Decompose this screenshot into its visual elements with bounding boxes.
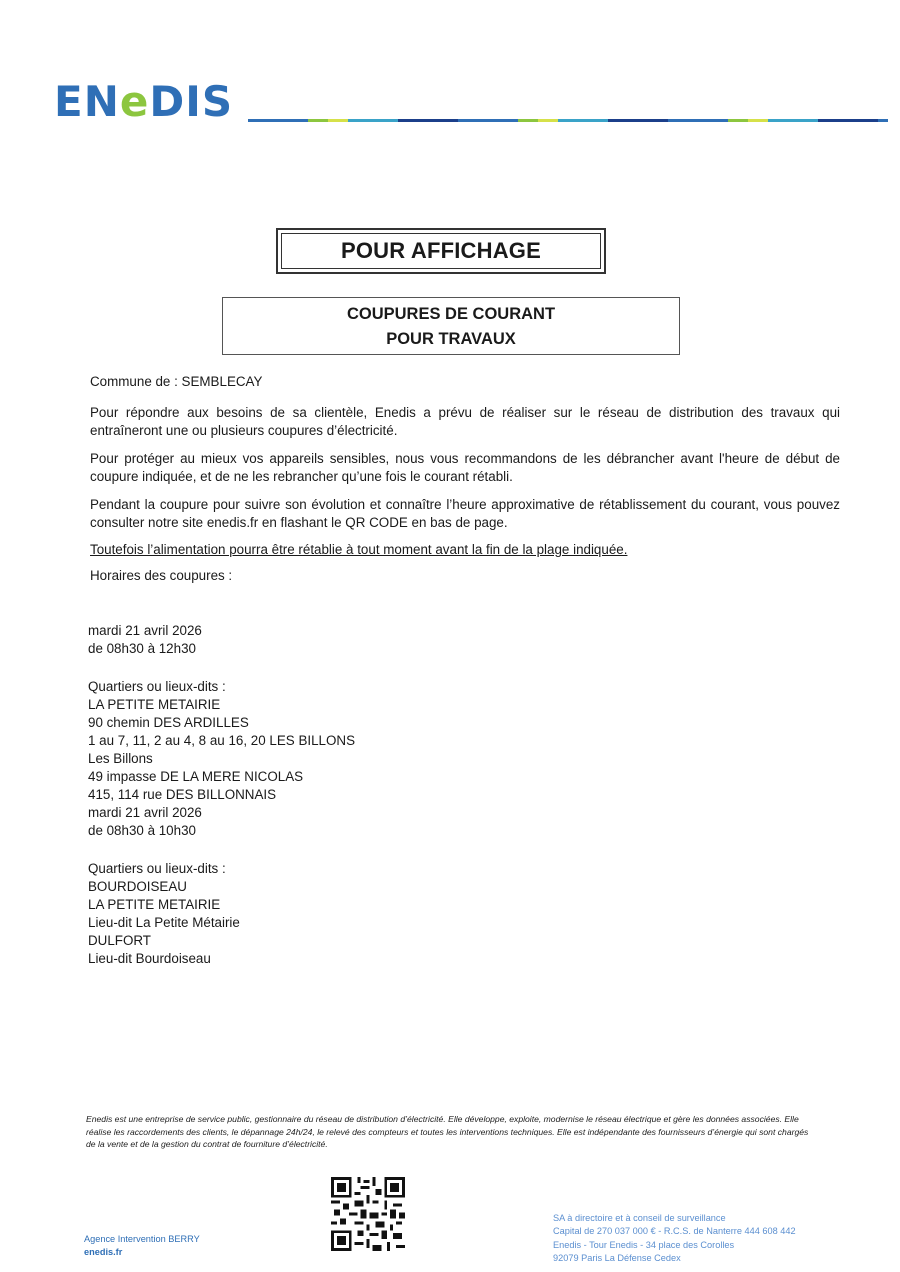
place-item: 90 chemin DES ARDILLES: [88, 715, 249, 730]
paragraph-protect: Pour protéger au mieux vos appareils sensibles, nous vous recommandons de les débrancher avant l'heure de début de coupure indiquée, et de ne les rebrancher qu’une fois le courant rétabli.: [90, 451, 840, 484]
notice-subtitle-line2: POUR TRAVAUX: [386, 330, 516, 348]
legal-info: [553, 1212, 796, 1265]
site-link[interactable]: enedis.fr: [84, 1246, 123, 1257]
paragraph-restore: Toutefois l’alimentation pourra être rétablie à tout moment avant la fin de la plage indiquée.: [90, 542, 628, 557]
paragraph-follow: Pendant la coupure pour suivre son évolution et connaître l’heure approximative de rétablissement du courant, vous pouvez consulter notre site enedis.fr en flashant le QR CODE en bas de page.: [90, 497, 840, 530]
notice-title-box: [276, 228, 606, 274]
header-divider: [248, 119, 888, 122]
place-item: DULFORT: [88, 933, 151, 948]
commune-line: Commune de : SEMBLECAY: [90, 374, 263, 389]
place-item: BOURDOISEAU: [88, 879, 187, 894]
place-item: LA PETITE METAIRIE: [88, 897, 221, 912]
place-item: Lieu-dit La Petite Métairie: [88, 915, 240, 930]
qr-code-icon[interactable]: [331, 1177, 405, 1251]
place-item: 415, 114 rue DES BILLONNAIS: [88, 787, 277, 802]
places-label: Quartiers ou lieux-dits :: [88, 679, 226, 694]
schedule-date: mardi 21 avril 2026: [88, 623, 202, 638]
schedule-block-1: [88, 622, 508, 968]
notice-subtitle-box: [222, 297, 680, 355]
place-item: Les Billons: [88, 751, 153, 766]
legal-line: SA à directoire et à conseil de surveillance: [553, 1213, 726, 1223]
legal-line: Enedis - Tour Enedis - 34 place des Corolles: [553, 1239, 735, 1250]
legal-line: Capital de 270 037 000 € - R.C.S. de Nanterre 444 608 442: [553, 1226, 796, 1237]
schedule-time: de 08h30 à 12h30: [88, 641, 196, 656]
notice-title: POUR AFFICHAGE: [281, 233, 601, 269]
place-item: LA PETITE METAIRIE: [88, 697, 221, 712]
place-item: 1 au 7, 11, 2 au 4, 8 au 16, 20 LES BILLONS: [88, 733, 356, 748]
enedis-mission-note: Enedis est une entreprise de service public, gestionnaire du réseau de distribution d’électricité. Elle développe, exploite, modernise le réseau électrique et gère les données associées. Elle réalise les raccordements des clients, le dépannage 24h/24, le relevé des compteurs et toutes les interventions techniques. Elle est indépendante des fournisseurs d’énergie qui sont chargés de la vente et de la gestion du contrat de fourniture d’électricité.: [86, 1114, 809, 1150]
horaires-label: Horaires des coupures :: [90, 568, 233, 583]
legal-line: 92079 Paris La Défense Cedex: [553, 1252, 681, 1263]
place-item: 49 impasse DE LA MERE NICOLAS: [88, 769, 304, 784]
paragraph-needs: Pour répondre aux besoins de sa clientèle, Enedis a prévu de réaliser sur le réseau de distribution des travaux qui entraîneront une ou plusieurs coupures d’électricité.: [90, 405, 840, 438]
place-item: Lieu-dit Bourdoiseau: [88, 951, 211, 966]
places-label: Quartiers ou lieux-dits :: [88, 861, 226, 876]
schedule-date: mardi 21 avril 2026: [88, 805, 202, 820]
agency-name: Agence Intervention BERRY: [84, 1234, 200, 1244]
agency-block: [84, 1233, 200, 1258]
schedule-time: de 08h30 à 10h30: [88, 823, 196, 838]
notice-subtitle-line1: COUPURES DE COURANT: [346, 305, 556, 323]
enedis-logo: ENeDIS: [54, 77, 234, 126]
